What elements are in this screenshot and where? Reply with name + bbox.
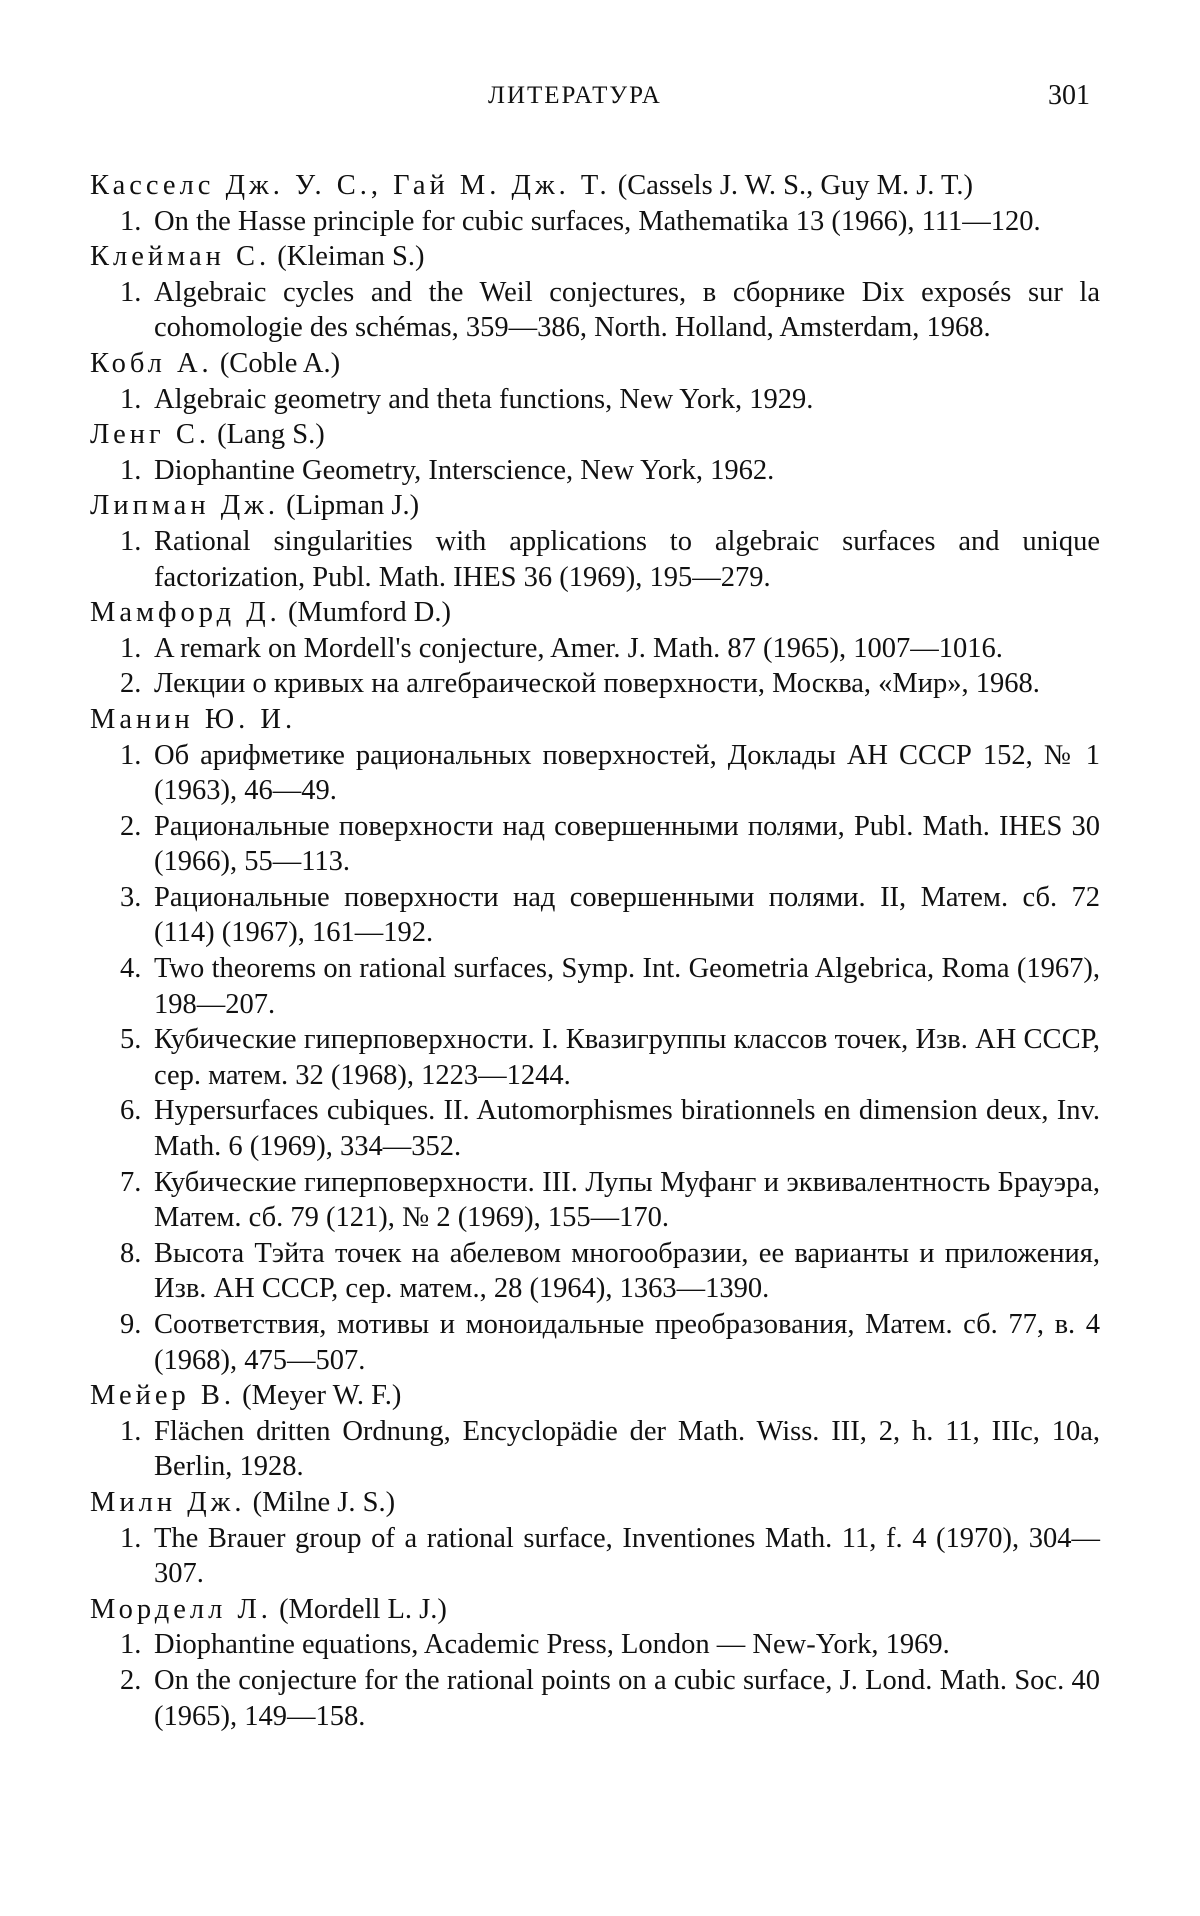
- author-name: Кобл А.: [90, 347, 213, 379]
- bib-entry: [120, 524, 1100, 595]
- author-name: Липман Дж.: [90, 490, 279, 522]
- bib-entry: [120, 951, 1100, 1022]
- author-heading: [90, 346, 1100, 382]
- author-name: Мейер В.: [90, 1380, 236, 1412]
- bib-entry: [120, 1307, 1100, 1378]
- bib-entry: [120, 382, 1100, 418]
- bib-entry: [120, 809, 1100, 880]
- entry-number: 2.: [120, 810, 142, 842]
- author-latin-name: (Lipman J.): [286, 490, 420, 522]
- entry-text: Рациональные поверхности над совершенными полями. II, Матем. сб. 72 (114) (1967), 161—192.: [154, 881, 1100, 949]
- bib-entry: [120, 1627, 1100, 1663]
- author-heading: [90, 239, 1100, 275]
- author-name: Клейман С.: [90, 241, 271, 273]
- entry-number: 1.: [120, 1629, 142, 1661]
- entry-text: Рациональные поверхности над совершенными полями, Publ. Math. IHES 30 (1966), 55—113.: [154, 810, 1100, 878]
- entry-number: 2.: [120, 1664, 142, 1696]
- entry-number: 3.: [120, 881, 142, 913]
- bibliography: [90, 168, 1100, 1734]
- running-title: ЛИТЕРАТУРА: [488, 82, 662, 109]
- author-heading: [90, 168, 1100, 204]
- author-heading: [90, 1485, 1100, 1521]
- author-name: Манин Ю. И.: [90, 703, 297, 735]
- entry-text: Кубические гиперповерхности. III. Лупы Муфанг и эквивалентность Брауэра, Матем. сб. 79 (121), № 2 (1969), 155—170.: [154, 1166, 1100, 1234]
- entry-text: Flächen dritten Ordnung, Encyclopädie der Math. Wiss. III, 2, h. 11, IIIc, 10a, Berlin, 1928.: [154, 1415, 1100, 1483]
- entry-text: Соответствия, мотивы и моноидальные преобразования, Матем. сб. 77, в. 4 (1968), 475—507.: [154, 1309, 1100, 1376]
- author-heading: [90, 702, 1100, 738]
- author-name: Ленг С.: [90, 419, 210, 451]
- page-number: 301: [1048, 80, 1090, 111]
- entry-number: 1.: [120, 454, 142, 486]
- bib-entry: [120, 1521, 1100, 1592]
- bib-entry: [120, 275, 1100, 346]
- entry-number: 4.: [120, 953, 142, 985]
- entry-number: 1.: [120, 276, 142, 308]
- entry-number: 1.: [120, 525, 142, 557]
- bib-entry: [120, 1022, 1100, 1093]
- running-head: [0, 82, 1200, 122]
- author-name: Милн Дж.: [90, 1486, 246, 1518]
- entry-text: Algebraic geometry and theta functions, New York, 1929.: [154, 383, 814, 415]
- bib-entry: [120, 1165, 1100, 1236]
- bib-entry: [120, 1093, 1100, 1164]
- entry-text: On the Hasse principle for cubic surfaces, Mathematika 13 (1966), 111—120.: [154, 205, 1041, 237]
- entry-text: A remark on Mordell's conjecture, Amer. J. Math. 87 (1965), 1007—1016.: [154, 632, 1003, 664]
- entry-number: 1.: [120, 1415, 142, 1447]
- bib-entry: [120, 631, 1100, 667]
- author-heading: [90, 488, 1100, 524]
- bib-entry: [120, 880, 1100, 951]
- entry-number: 2.: [120, 668, 142, 700]
- entry-number: 7.: [120, 1166, 142, 1198]
- entry-number: 1.: [120, 632, 142, 664]
- entry-text: Hypersurfaces cubiques. II. Automorphismes birationnels en dimension deux, Inv. Math. 6 (1969), 334—352.: [154, 1095, 1100, 1163]
- author-name: Мамфорд Д.: [90, 597, 281, 629]
- bib-entry: [120, 453, 1100, 489]
- entry-number: 1.: [120, 383, 142, 415]
- entry-text: Лекции о кривых на алгебраической поверхности, Москва, «Мир», 1968.: [154, 668, 1040, 700]
- entry-text: Algebraic cycles and the Weil conjectures, в сборнике Dix exposés sur la cohomologie des schémas, 359—386, North. Holland, Amsterdam, 1968.: [154, 276, 1100, 344]
- entry-number: 9.: [120, 1309, 142, 1340]
- entry-text: Кубические гиперповерхности. I. Квазигруппы классов точек, Изв. АН СССР, сер. матем. 32 (1968), 1223—1244.: [154, 1024, 1100, 1091]
- author-latin-name: (Meyer W. F.): [242, 1380, 402, 1412]
- entry-number: 1.: [120, 739, 142, 771]
- author-latin-name: (Mumford D.): [287, 597, 451, 629]
- entry-number: 1.: [120, 1522, 142, 1554]
- bib-entry: [120, 1414, 1100, 1485]
- author-latin-name: (Coble A.): [219, 347, 341, 379]
- entry-text: Rational singularities with applications to algebraic surfaces and unique factorization, Publ. Math. IHES 36 (1969), 195—279.: [154, 525, 1100, 593]
- entry-text: Diophantine Geometry, Interscience, New York, 1962.: [154, 454, 775, 486]
- entry-number: 8.: [120, 1237, 142, 1269]
- bib-entry: [120, 1663, 1100, 1734]
- author-name: Морделл Л.: [90, 1593, 272, 1625]
- entry-text: On the conjecture for the rational points on a cubic surface, J. Lond. Math. Soc. 40 (1965), 149—158.: [154, 1664, 1100, 1732]
- entry-text: Высота Тэйта точек на абелевом многообразии, ее варианты и приложения, Изв. АН СССР, сер. матем., 28 (1964), 1363—1390.: [154, 1237, 1100, 1305]
- author-heading: [90, 417, 1100, 453]
- author-heading: [90, 1378, 1100, 1414]
- author-latin-name: (Milne J. S.): [252, 1486, 396, 1518]
- author-latin-name: (Kleiman S.): [277, 241, 425, 273]
- author-heading: [90, 595, 1100, 631]
- entry-number: 5.: [120, 1024, 142, 1056]
- author-latin-name: (Lang S.): [217, 419, 325, 451]
- author-heading: [90, 1592, 1100, 1628]
- entry-text: Two theorems on rational surfaces, Symp. Int. Geometria Algebrica, Roma (1967), 198—207.: [154, 953, 1100, 1020]
- entry-text: The Brauer group of a rational surface, Inventiones Math. 11, f. 4 (1970), 304—307.: [154, 1522, 1100, 1590]
- author-name: Касселс Дж. У. С., Гай М. Дж. Т.: [90, 170, 611, 201]
- entry-number: 6.: [120, 1095, 142, 1127]
- bib-entry: [120, 738, 1100, 809]
- bib-entry: [120, 1236, 1100, 1307]
- entry-number: 1.: [120, 205, 142, 237]
- author-latin-name: (Mordell L. J.): [279, 1593, 447, 1625]
- bib-entry: [120, 204, 1100, 240]
- entry-text: Diophantine equations, Academic Press, London — New-York, 1969.: [154, 1629, 950, 1661]
- bib-entry: [120, 666, 1100, 702]
- entry-text: Об арифметике рациональных поверхностей, Доклады АН СССР 152, № 1 (1963), 46—49.: [154, 739, 1100, 807]
- author-latin-name: (Cassels J. W. S., Guy M. J. T.): [617, 170, 973, 201]
